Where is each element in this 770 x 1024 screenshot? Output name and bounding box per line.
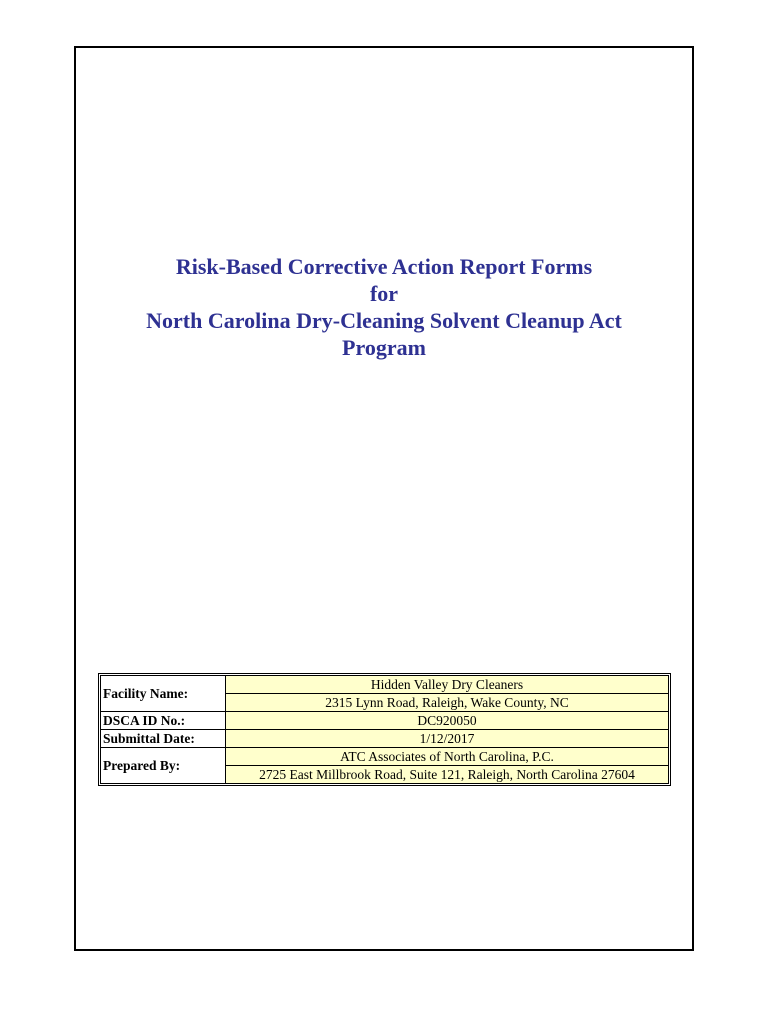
submittal-date-value: 1/12/2017: [226, 730, 669, 748]
facility-name-value: Hidden Valley Dry Cleaners: [226, 676, 669, 694]
title-line-2: for: [369, 281, 399, 306]
table-row: [101, 748, 669, 766]
title-line-4: Program: [342, 335, 426, 360]
table-row: [101, 712, 669, 730]
title-line-1: Risk-Based Corrective Action Report Forms: [175, 254, 593, 279]
table-row: [101, 730, 669, 748]
prepared-by-value: ATC Associates of North Carolina, P.C.: [226, 748, 669, 766]
table-row: [101, 676, 669, 694]
report-title: [76, 253, 692, 361]
dsca-id-label: DSCA ID No.:: [101, 712, 226, 730]
page-frame: [74, 46, 694, 951]
title-line-3: North Carolina Dry-Cleaning Solvent Cleanup Act: [146, 308, 622, 333]
facility-address-value: 2315 Lynn Road, Raleigh, Wake County, NC: [226, 694, 669, 712]
info-table: [100, 675, 669, 784]
facility-name-label: Facility Name:: [101, 676, 226, 712]
dsca-id-value: DC920050: [226, 712, 669, 730]
prepared-address-value: 2725 East Millbrook Road, Suite 121, Raleigh, North Carolina 27604: [226, 766, 669, 784]
facility-info-table: [98, 673, 671, 786]
submittal-date-label: Submittal Date:: [101, 730, 226, 748]
prepared-by-label: Prepared By:: [101, 748, 226, 784]
